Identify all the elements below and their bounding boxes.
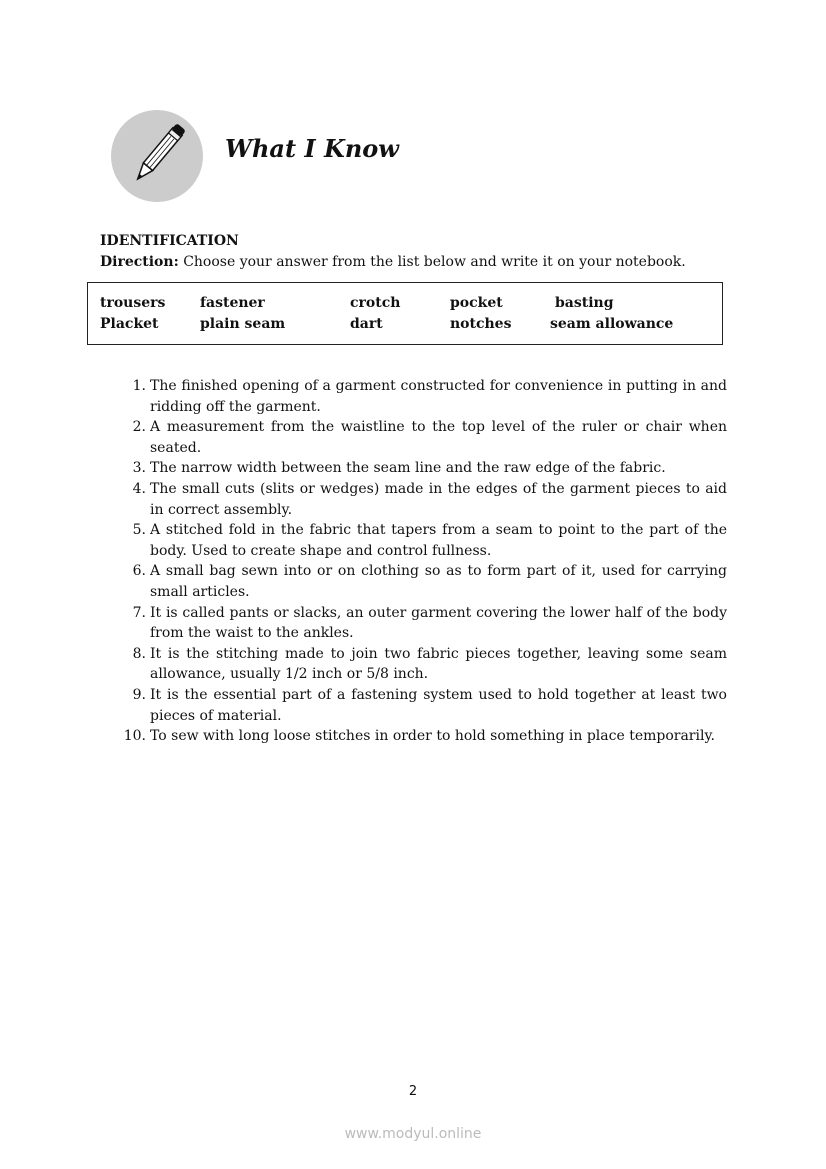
question-item	[118, 685, 727, 726]
question-text: A small bag sewn into or on clothing so as to form part of it, used for carrying small articles.	[150, 563, 727, 600]
word-bank-item: crotch	[350, 295, 401, 311]
page-title: What I Know	[225, 134, 399, 163]
question-item	[118, 520, 727, 561]
question-number: 2.	[132, 419, 146, 436]
question-list	[118, 376, 727, 747]
pencil-icon	[111, 110, 203, 202]
direction-label: Direction:	[100, 254, 179, 270]
watermark: www.modyul.online	[344, 1126, 482, 1142]
question-number: 1.	[132, 378, 146, 394]
question-item	[118, 644, 727, 685]
word-bank-item: fastener	[200, 295, 265, 311]
word-bank-item: basting	[555, 295, 614, 311]
question-number: 9.	[132, 686, 146, 703]
word-bank-item: notches	[450, 316, 512, 332]
question-item	[118, 417, 727, 458]
question-number: 4.	[132, 480, 146, 497]
question-item	[118, 603, 727, 644]
word-bank-item: trousers	[100, 295, 166, 311]
question-number: 3.	[132, 460, 146, 477]
question-number: 5.	[132, 522, 146, 539]
word-bank-item: seam allowance	[550, 316, 674, 332]
question-item	[118, 726, 727, 747]
direction-body: Choose your answer from the list below and write it on your notebook.	[178, 254, 686, 270]
question-text: To sew with long loose stitches in order to hold something in place temporarily.	[150, 728, 715, 745]
pencil-icon-badge	[111, 110, 203, 202]
word-bank-item: plain seam	[200, 316, 286, 332]
section-heading: IDENTIFICATION	[100, 233, 239, 249]
question-text: The small cuts (slits or wedges) made in the edges of the garment pieces to aid in correct assembly.	[150, 480, 727, 518]
question-number: 6.	[132, 563, 146, 580]
question-item	[118, 479, 727, 520]
word-bank-item: Placket	[100, 316, 159, 332]
question-text: It is the essential part of a fastening system used to hold together at least two pieces of material.	[150, 686, 727, 724]
word-bank-item: dart	[350, 316, 383, 332]
question-item	[118, 561, 727, 602]
question-item	[118, 458, 727, 479]
word-bank	[87, 282, 723, 345]
question-text: It is called pants or slacks, an outer garment covering the lower half of the body from the waist to the ankles.	[150, 604, 727, 642]
question-number: 7.	[132, 604, 146, 621]
question-item	[118, 376, 727, 417]
question-text: A stitched fold in the fabric that tapers from a seam to point to the part of the body. Used to create shape and control fullness.	[150, 522, 727, 559]
page-number: 2	[408, 1084, 418, 1099]
direction-text	[100, 254, 686, 270]
question-text: The narrow width between the seam line and the raw edge of the fabric.	[150, 460, 666, 477]
word-bank-item: pocket	[450, 295, 503, 311]
question-text: It is the stitching made to join two fabric pieces together, leaving some seam allowance, usually 1/2 inch or 5/8 inch.	[150, 645, 727, 683]
question-text: The finished opening of a garment constructed for convenience in putting in and ridding off the garment.	[150, 378, 727, 415]
question-number: 8.	[132, 645, 146, 662]
question-number: 10.	[123, 728, 146, 745]
question-text: A measurement from the waistline to the top level of the ruler or chair when seated.	[150, 419, 727, 456]
